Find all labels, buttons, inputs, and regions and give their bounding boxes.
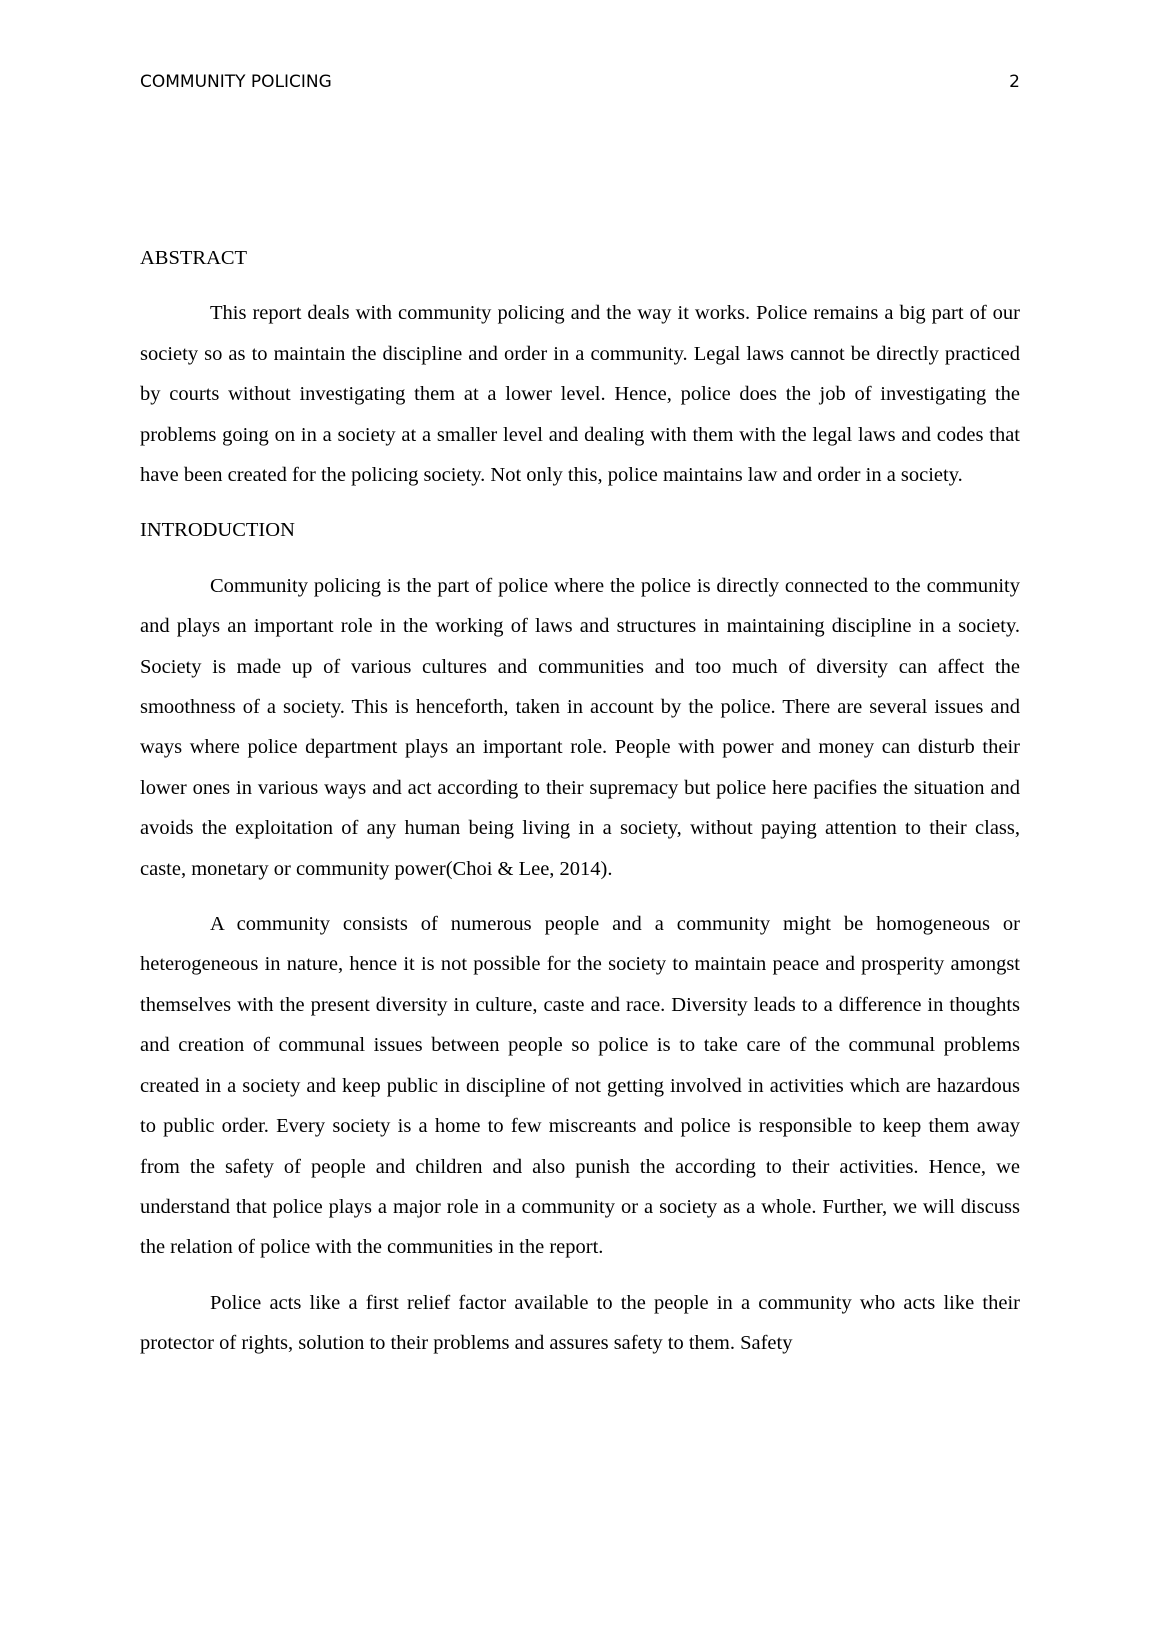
document-body [140,238,1020,1379]
introduction-paragraph-2: A community consists of numerous people and a community might be homogeneous or heterogeneous in nature, hence it is not possible for the society to maintain peace and prosperity amongst themselves with the present diversity in culture, caste and race. Diversity leads to a difference in thoughts and creation of communal issues between people so police is to take care of the communal problems created in a society and keep public in discipline of not getting involved in activities which are hazardous to public order. Every society is a home to few miscreants and police is responsible to keep them away from the safety of people and children and also punish the according to their activities. Hence, we understand that police plays a major role in a community or a society as a whole. Further, we will discuss the relation of police with the communities in the report. [140,913,1020,1259]
page-number: 2 [1009,72,1020,92]
abstract-heading: ABSTRACT [140,247,248,269]
abstract-paragraph: This report deals with community policing and the way it works. Police remains a big part of our society so as to maintain the discipline and order in a community. Legal laws cannot be directly practiced by courts without investigating them at a lower level. Hence, police does the job of investigating the problems going on in a society at a smaller level and dealing with them with the legal laws and codes that have been created for the policing society. Not only this, police maintains law and order in a society. [140,302,1020,487]
introduction-paragraph-1: Community policing is the part of police where the police is directly connected to the community and plays an important role in the working of laws and structures in maintaining discipline in a society. Society is made up of various cultures and communities and too much of diversity can affect the smoothness of a society. This is henceforth, taken in account by the police. There are several issues and ways where police department plays an important role. People with power and money can disturb their lower ones in various ways and act according to their supremacy but police here pacifies the situation and avoids the exploitation of any human being living in a society, without paying attention to their class, caste, monetary or community power(Choi & Lee, 2014). [140,574,1020,880]
introduction-heading: INTRODUCTION [140,519,295,542]
introduction-paragraph-3: Police acts like a first relief factor available to the people in a community who acts like their protector of rights, solution to their problems and assures safety to them. Safety [140,1291,1020,1355]
running-head [140,70,1020,94]
running-head-title: COMMUNITY POLICING [140,72,332,92]
